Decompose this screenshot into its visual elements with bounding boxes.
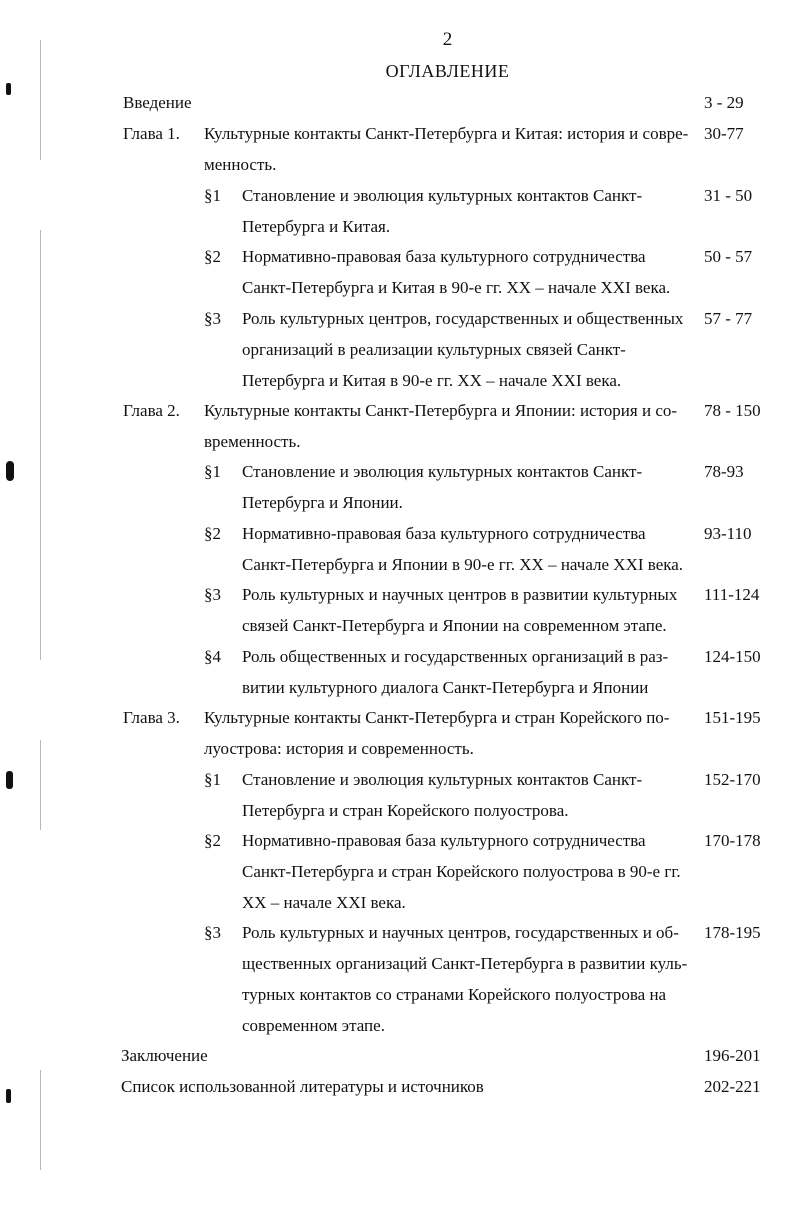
scan-line [40,230,41,660]
page-number: 2 [442,29,453,50]
section-title-line[interactable]: Санкт-Петербурга и Китая в 90-е гг. XX – начале XXI века. [242,278,671,297]
section-title-line[interactable]: связей Санкт-Петербурга и Японии на современном этапе. [242,616,667,635]
section-number: §3 [204,585,221,604]
section-pages: 124-150 [704,647,761,666]
section-number: §2 [204,524,221,543]
section-pages: 31 - 50 [704,186,753,205]
section-title-line[interactable]: Петербурга и стран Корейского полуострова. [242,801,569,820]
section-title-line[interactable]: Становление и эволюция культурных контактов Санкт- [242,462,643,481]
section-title-line[interactable]: Нормативно-правовая база культурного сотрудничества [242,831,646,850]
section-title-line[interactable]: щественных организаций Санкт-Петербурга в развитии куль- [242,954,688,973]
chapter-pages: 151-195 [704,708,761,727]
section-title-line[interactable]: Санкт-Петербурга и стран Корейского полуострова в 90-е гг. [242,862,681,881]
section-title-line[interactable]: Роль общественных и государственных организаций в раз- [242,647,669,666]
scan-line [40,40,41,160]
page-title: ОГЛАВЛЕНИЕ [385,61,510,81]
section-number: §2 [204,831,221,850]
toc-conclusion-pages: 196-201 [704,1046,761,1065]
toc-conclusion-label[interactable]: Заключение [121,1046,208,1065]
section-title-line[interactable]: Роль культурных и научных центров в развитии культурных [242,585,678,604]
chapter-label: Глава 3. [123,708,180,727]
section-number: §3 [204,309,221,328]
section-pages: 57 - 77 [704,309,753,328]
chapter-label: Глава 2. [123,401,180,420]
section-number: §3 [204,923,221,942]
scan-mark [6,1089,11,1103]
chapter-title-line[interactable]: Культурные контакты Санкт-Петербурга и Японии: история и со- [204,401,678,420]
section-title-line[interactable]: XX – начале XXI века. [242,893,406,912]
chapter-title-line[interactable]: луострова: история и современность. [204,739,474,758]
section-pages: 78-93 [704,462,744,481]
scan-line [40,1070,41,1170]
section-title-line[interactable]: Петербурга и Китая в 90-е гг. XX – начале XXI века. [242,371,622,390]
toc-intro-label[interactable]: Введение [123,93,192,112]
chapter-title-line[interactable]: временность. [204,432,301,451]
toc-intro-pages: 3 - 29 [704,93,744,112]
scan-mark [6,461,14,481]
section-number: §1 [204,770,221,789]
section-title-line[interactable]: организаций в реализации культурных связей Санкт- [242,340,626,359]
chapter-title-line[interactable]: Культурные контакты Санкт-Петербурга и стран Корейского по- [204,708,670,727]
section-title-line[interactable]: Роль культурных и научных центров, государственных и об- [242,923,679,942]
chapter-label: Глава 1. [123,124,180,143]
section-number: §2 [204,247,221,266]
section-title-line[interactable]: Нормативно-правовая база культурного сотрудничества [242,524,646,543]
section-title-line[interactable]: Санкт-Петербурга и Японии в 90-е гг. XX – начале XXI века. [242,555,684,574]
toc-bibliography-pages: 202-221 [704,1077,761,1096]
section-number: §4 [204,647,221,666]
toc-bibliography-label[interactable]: Список использованной литературы и источников [121,1077,484,1096]
section-title-line[interactable]: Становление и эволюция культурных контактов Санкт- [242,186,643,205]
section-pages: 170-178 [704,831,761,850]
section-pages: 111-124 [704,585,760,604]
section-number: §1 [204,462,221,481]
scan-line [40,740,41,830]
section-title-line[interactable]: современном этапе. [242,1016,385,1035]
section-number: §1 [204,186,221,205]
scan-mark [6,771,13,789]
section-title-line[interactable]: витии культурного диалога Санкт-Петербурга и Японии [242,678,649,697]
chapter-title-line[interactable]: менность. [204,155,277,174]
section-title-line[interactable]: Петербурга и Японии. [242,493,403,512]
section-title-line[interactable]: Становление и эволюция культурных контактов Санкт- [242,770,643,789]
section-pages: 178-195 [704,923,761,942]
section-pages: 50 - 57 [704,247,753,266]
section-title-line[interactable]: Петербурга и Китая. [242,217,391,236]
section-title-line[interactable]: Роль культурных центров, государственных и общественных [242,309,684,328]
section-title-line[interactable]: турных контактов со странами Корейского полуострова на [242,985,667,1004]
chapter-pages: 30-77 [704,124,744,143]
section-pages: 93-110 [704,524,752,543]
chapter-title-line[interactable]: Культурные контакты Санкт-Петербурга и Китая: история и совре- [204,124,689,143]
chapter-pages: 78 - 150 [704,401,761,420]
section-pages: 152-170 [704,770,761,789]
scan-mark [6,83,11,95]
section-title-line[interactable]: Нормативно-правовая база культурного сотрудничества [242,247,646,266]
